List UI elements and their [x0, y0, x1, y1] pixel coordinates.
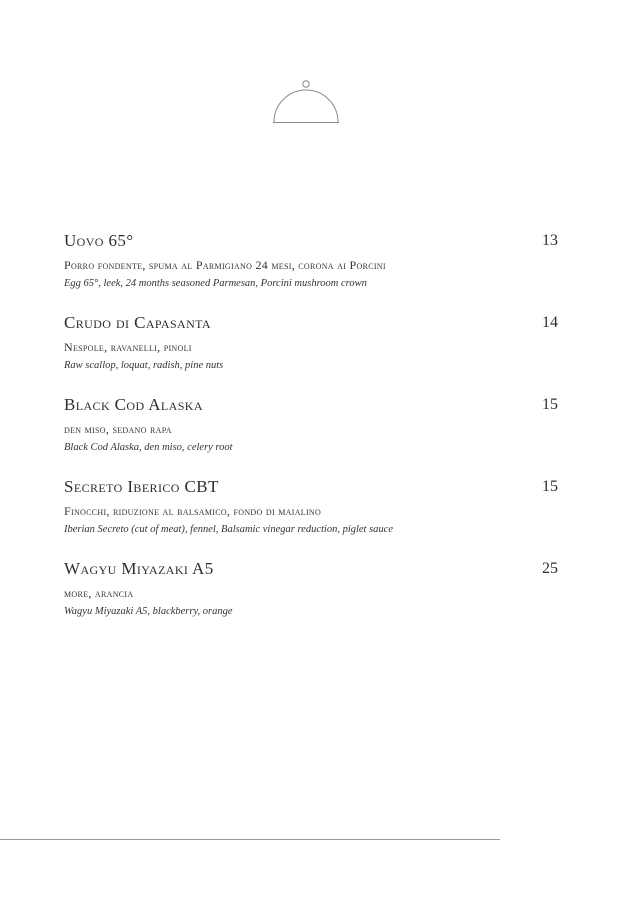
dish-description-it: den miso, sedano rapa — [64, 422, 172, 436]
dish-name: Secreto Iberico CBT — [64, 477, 219, 496]
dish-description-it: Finocchi, riduzione al balsamico, fondo di maialino — [64, 504, 322, 518]
dish-description-it: Nespole, ravanelli, pinoli — [64, 340, 192, 354]
footer-divider — [0, 839, 500, 840]
menu-item — [64, 392, 558, 474]
dish-price: 15 — [542, 478, 558, 495]
dish-description-en: Wagyu Miyazaki A5, blackberry, orange — [64, 606, 233, 617]
dish-name: Uovo 65° — [64, 231, 134, 250]
menu-item — [64, 228, 558, 310]
dish-name: Wagyu Miyazaki A5 — [64, 559, 214, 578]
dish-description-en: Egg 65°, leek, 24 months seasoned Parmesan, Porcini mushroom crown — [64, 278, 367, 289]
dish-name: Black Cod Alaska — [64, 395, 203, 414]
menu-item — [64, 556, 558, 638]
menu-item — [64, 310, 558, 392]
dish-price: 25 — [542, 560, 558, 577]
dish-price: 14 — [542, 314, 558, 331]
menu-list — [64, 228, 558, 638]
dish-description-en: Raw scallop, loquat, radish, pine nuts — [64, 360, 224, 371]
dish-description-en: Iberian Secreto (cut of meat), fennel, Balsamic vinegar reduction, piglet sauce — [64, 524, 394, 535]
menu-item — [64, 474, 558, 556]
dish-description-it: more, arancia — [64, 586, 134, 600]
cloche-icon — [270, 78, 342, 126]
dish-price: 15 — [542, 396, 558, 413]
dish-description-it: Porro fondente, spuma al Parmigiano 24 mesi, corona ai Porcini — [64, 258, 386, 272]
dish-price: 13 — [542, 232, 558, 249]
dish-description-en: Black Cod Alaska, den miso, celery root — [64, 442, 233, 453]
dish-name: Crudo di Capasanta — [64, 313, 211, 332]
